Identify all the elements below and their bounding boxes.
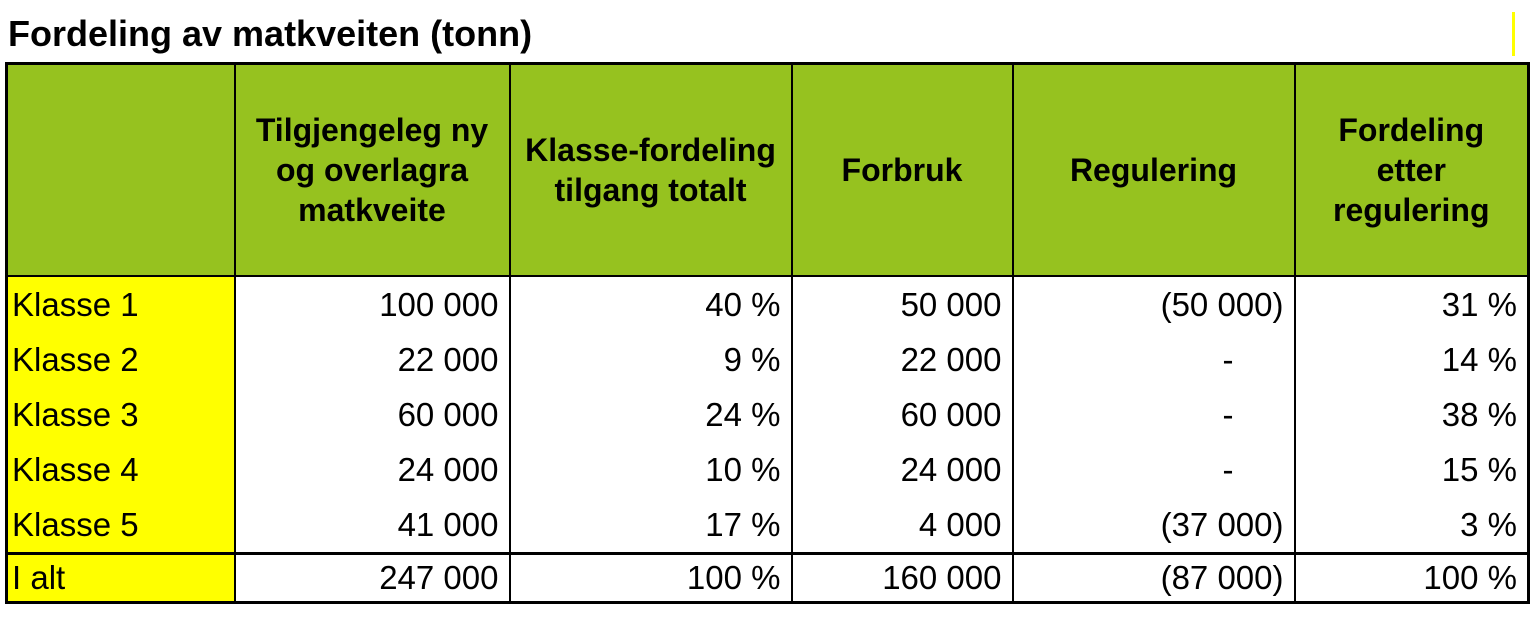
distribution-table: [5, 62, 1530, 604]
row-label: Klasse 3: [7, 387, 235, 442]
cell-forbruk: 4 000: [792, 497, 1013, 554]
header-forbruk: Forbruk: [792, 64, 1013, 277]
total-label: I alt: [7, 554, 235, 603]
row-label: Klasse 5: [7, 497, 235, 554]
total-tilgjengeleg: 247 000: [235, 554, 510, 603]
cell-regulering: -: [1013, 442, 1295, 497]
cell-klassefordeling: 10 %: [510, 442, 792, 497]
header-tilgjengeleg: Tilgjengeleg ny og overlagra matkveite: [235, 64, 510, 277]
total-regulering: (87 000): [1013, 554, 1295, 603]
table-row: [7, 276, 1529, 332]
cell-forbruk: 60 000: [792, 387, 1013, 442]
cell-tilgjengeleg: 24 000: [235, 442, 510, 497]
cell-klassefordeling: 40 %: [510, 276, 792, 332]
table-row: [7, 387, 1529, 442]
cell-forbruk: 22 000: [792, 332, 1013, 387]
total-row: [7, 554, 1529, 603]
header-fordeling-etter: Fordeling etter regulering: [1295, 64, 1529, 277]
cell-fordeling-etter: 14 %: [1295, 332, 1529, 387]
cell-forbruk: 50 000: [792, 276, 1013, 332]
header-klassefordeling: Klasse-fordeling tilgang totalt: [510, 64, 792, 277]
total-fordeling-etter: 100 %: [1295, 554, 1529, 603]
row-label: Klasse 2: [7, 332, 235, 387]
cell-forbruk: 24 000: [792, 442, 1013, 497]
yellow-cell-marker: [1512, 12, 1515, 56]
cell-tilgjengeleg: 41 000: [235, 497, 510, 554]
row-label: Klasse 4: [7, 442, 235, 497]
cell-tilgjengeleg: 22 000: [235, 332, 510, 387]
cell-klassefordeling: 9 %: [510, 332, 792, 387]
table-row: [7, 442, 1529, 497]
row-label: Klasse 1: [7, 276, 235, 332]
cell-regulering: -: [1013, 332, 1295, 387]
table-title: Fordeling av matkveiten (tonn): [8, 13, 533, 54]
header-regulering: Regulering: [1013, 64, 1295, 277]
cell-fordeling-etter: 15 %: [1295, 442, 1529, 497]
header-row: [7, 64, 1529, 277]
table-row: [7, 332, 1529, 387]
table-row: [7, 497, 1529, 554]
cell-tilgjengeleg: 60 000: [235, 387, 510, 442]
cell-klassefordeling: 24 %: [510, 387, 792, 442]
cell-fordeling-etter: 31 %: [1295, 276, 1529, 332]
total-klassefordeling: 100 %: [510, 554, 792, 603]
header-empty-cell: [7, 64, 235, 277]
cell-klassefordeling: 17 %: [510, 497, 792, 554]
cell-fordeling-etter: 3 %: [1295, 497, 1529, 554]
cell-regulering: (50 000): [1013, 276, 1295, 332]
cell-regulering: -: [1013, 387, 1295, 442]
total-forbruk: 160 000: [792, 554, 1013, 603]
cell-fordeling-etter: 38 %: [1295, 387, 1529, 442]
cell-tilgjengeleg: 100 000: [235, 276, 510, 332]
cell-regulering: (37 000): [1013, 497, 1295, 554]
